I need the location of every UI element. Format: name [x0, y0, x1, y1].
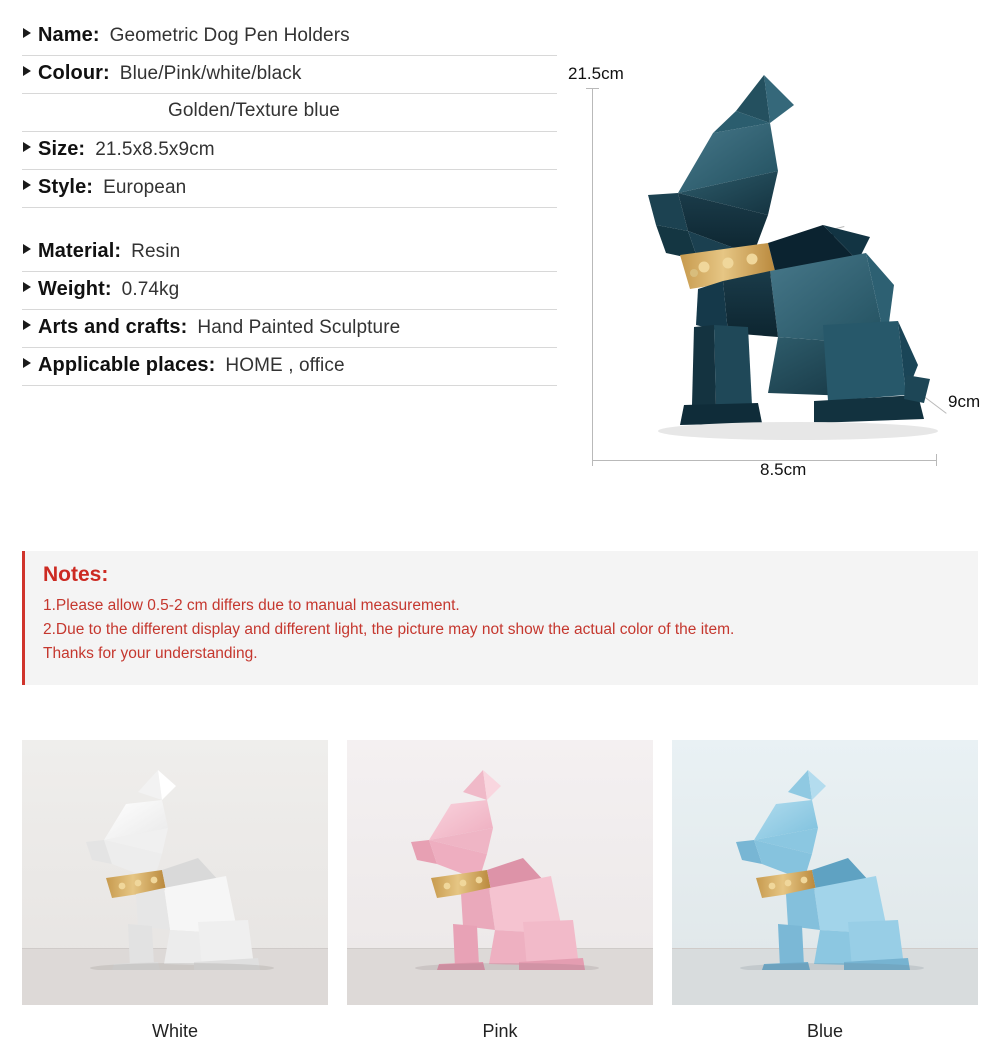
variant-item-pink[interactable]: [347, 740, 653, 1042]
variant-caption-pink: Pink: [482, 1021, 518, 1041]
dimension-height-label: 21.5cm: [568, 64, 624, 83]
spec-value-weight: 0.74kg: [121, 279, 180, 300]
product-dimension-diagram: [560, 20, 990, 490]
triangle-right-icon: [22, 65, 38, 77]
product-photo-teal-dog: [618, 75, 943, 460]
spec-row-style: [22, 170, 557, 208]
notes-line-2: 2.Due to the different display and different light, the picture may not show the actual color of the item.: [43, 621, 735, 639]
spec-label-weight: Weight:: [38, 278, 112, 300]
height-tick: [586, 88, 599, 89]
specification-table: [22, 18, 557, 386]
spec-row-arts-and-crafts: [22, 310, 557, 348]
spec-value-colour-2: Golden/Texture blue: [168, 100, 340, 121]
spec-row-colour-continued: [22, 94, 557, 132]
triangle-right-icon: [22, 243, 38, 255]
height-dimension-line: [592, 88, 593, 460]
spec-value-material: Resin: [131, 241, 181, 262]
spec-row-material: [22, 234, 557, 272]
spec-label-applicable-places: Applicable places:: [38, 354, 216, 376]
spec-row-colour: [22, 56, 557, 94]
triangle-right-icon: [22, 319, 38, 331]
spec-label-arts-and-crafts: Arts and crafts:: [38, 316, 188, 338]
spec-label-style: Style:: [38, 176, 94, 198]
variant-item-white[interactable]: [22, 740, 328, 1042]
spec-spacer: [22, 208, 557, 234]
triangle-right-icon: [22, 357, 38, 369]
spec-label-name: Name:: [38, 24, 100, 46]
spec-label-material: Material:: [38, 240, 122, 262]
spec-value-size: 21.5x8.5x9cm: [95, 139, 215, 160]
variant-caption-white: White: [151, 1021, 198, 1041]
spec-row-weight: [22, 272, 557, 310]
spec-row-applicable-places: [22, 348, 557, 386]
notes-line-3: Thanks for your understanding.: [43, 645, 258, 663]
spec-value-name: Geometric Dog Pen Holders: [109, 25, 350, 46]
triangle-right-icon: [22, 281, 38, 293]
variant-image-blue[interactable]: [672, 740, 978, 1005]
triangle-right-icon: [22, 141, 38, 153]
spec-label-size: Size:: [38, 138, 86, 160]
variant-caption-blue: Blue: [806, 1021, 844, 1041]
variant-dog-white: [70, 770, 280, 975]
notes-line-1: 1.Please allow 0.5-2 cm differs due to manual measurement.: [43, 597, 460, 614]
spec-value-arts-and-crafts: Hand Painted Sculpture: [197, 317, 401, 338]
variant-gallery: [22, 740, 978, 1042]
spec-row-size: [22, 132, 557, 170]
spec-value-style: European: [103, 177, 187, 198]
variant-dog-blue: [720, 770, 930, 975]
spec-row-name: [22, 18, 557, 56]
dimension-depth-label: 9cm: [948, 392, 981, 411]
spec-value-applicable-places: HOME , office: [225, 355, 345, 376]
width-tick-left: [592, 454, 593, 466]
notes-title: Notes:: [43, 563, 109, 586]
spec-label-colour: Colour:: [38, 62, 110, 84]
triangle-right-icon: [22, 179, 38, 191]
spec-value-colour: Blue/Pink/white/black: [119, 63, 302, 84]
notes-box: [22, 551, 978, 685]
variant-image-pink[interactable]: [347, 740, 653, 1005]
triangle-right-icon: [22, 27, 38, 39]
variant-image-white[interactable]: [22, 740, 328, 1005]
dimension-width-label: 8.5cm: [760, 460, 807, 479]
variant-dog-pink: [395, 770, 605, 975]
variant-item-blue[interactable]: [672, 740, 978, 1042]
